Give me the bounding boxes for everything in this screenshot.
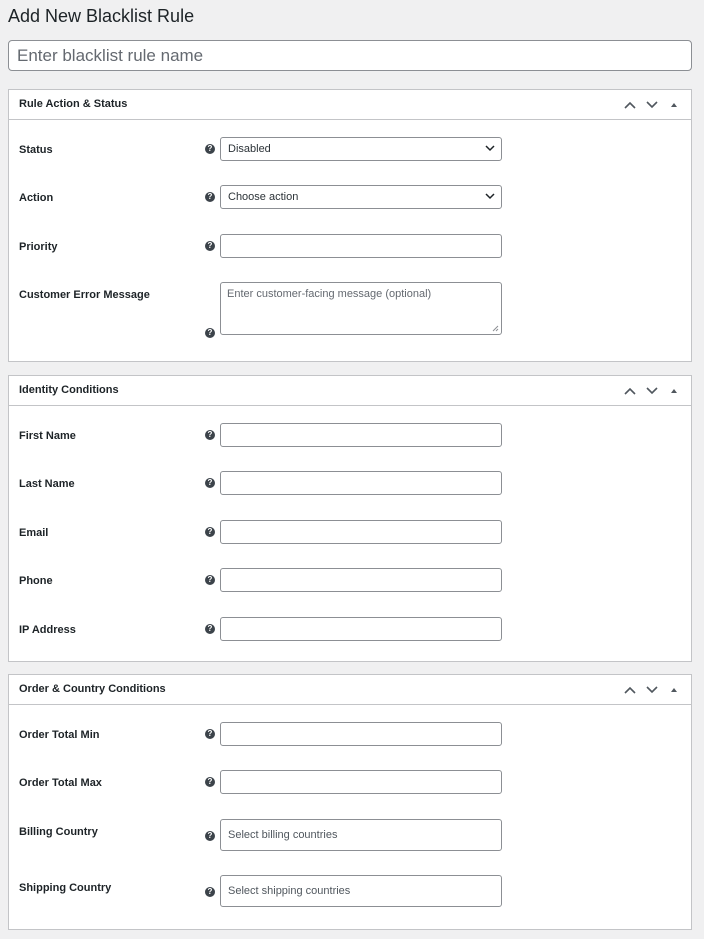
- resize-handle-icon[interactable]: [491, 324, 499, 332]
- help-icon[interactable]: ?: [205, 241, 215, 251]
- status-select[interactable]: [220, 137, 502, 161]
- order-total-max-input[interactable]: [220, 770, 502, 794]
- chevron-down-icon: [485, 193, 495, 200]
- customer-error-message-label: Customer Error Message: [19, 289, 150, 301]
- billing-country-label: Billing Country: [19, 826, 98, 838]
- panel-header: [9, 376, 691, 406]
- chevron-down-icon: [485, 145, 495, 152]
- billing-country-placeholder: Select billing countries: [228, 829, 338, 841]
- shipping-country-select[interactable]: [220, 875, 502, 907]
- customer-error-message-textarea[interactable]: [220, 282, 502, 335]
- chevron-up-icon: [624, 686, 636, 694]
- last-name-input[interactable]: [220, 471, 502, 495]
- move-down-button[interactable]: [641, 679, 663, 701]
- move-up-button[interactable]: [619, 679, 641, 701]
- panel-title: Order & Country Conditions: [19, 683, 166, 695]
- help-icon[interactable]: ?: [205, 430, 215, 440]
- identity-conditions-panel: [8, 375, 692, 662]
- chevron-up-icon: [624, 101, 636, 109]
- action-select[interactable]: [220, 185, 502, 209]
- phone-input[interactable]: [220, 568, 502, 592]
- ip-address-input[interactable]: [220, 617, 502, 641]
- rule-action-panel: [8, 89, 692, 362]
- help-icon[interactable]: ?: [205, 527, 215, 537]
- first-name-input[interactable]: [220, 423, 502, 447]
- panel-header: [9, 675, 691, 705]
- move-down-button[interactable]: [641, 380, 663, 402]
- help-icon[interactable]: ?: [205, 144, 215, 154]
- chevron-down-icon: [646, 387, 658, 395]
- order-total-min-input[interactable]: [220, 722, 502, 746]
- last-name-label: Last Name: [19, 478, 75, 490]
- order-total-min-label: Order Total Min: [19, 729, 100, 741]
- triangle-up-icon: [670, 388, 678, 394]
- help-icon[interactable]: ?: [205, 328, 215, 338]
- help-icon[interactable]: ?: [205, 777, 215, 787]
- priority-label: Priority: [19, 241, 58, 253]
- billing-country-select[interactable]: [220, 819, 502, 851]
- panel-title: Identity Conditions: [19, 384, 119, 396]
- page-title: Add New Blacklist Rule: [8, 6, 195, 26]
- move-up-button[interactable]: [619, 94, 641, 116]
- help-icon[interactable]: ?: [205, 478, 215, 488]
- email-label: Email: [19, 527, 49, 539]
- message-placeholder: Enter customer-facing message (optional): [227, 288, 432, 300]
- first-name-label: First Name: [19, 430, 76, 442]
- order-total-max-label: Order Total Max: [19, 777, 102, 789]
- email-input[interactable]: [220, 520, 502, 544]
- move-down-button[interactable]: [641, 94, 663, 116]
- action-label: Action: [19, 192, 54, 204]
- help-icon[interactable]: ?: [205, 887, 215, 897]
- chevron-up-icon: [624, 387, 636, 395]
- help-icon[interactable]: ?: [205, 624, 215, 634]
- toggle-panel-button[interactable]: [663, 94, 685, 116]
- ip-address-label: IP Address: [19, 624, 76, 636]
- rule-name-input[interactable]: [8, 40, 692, 71]
- help-icon[interactable]: ?: [205, 575, 215, 585]
- phone-label: Phone: [19, 575, 53, 587]
- triangle-up-icon: [670, 102, 678, 108]
- help-icon[interactable]: ?: [205, 729, 215, 739]
- shipping-country-placeholder: Select shipping countries: [228, 885, 351, 897]
- toggle-panel-button[interactable]: [663, 679, 685, 701]
- panel-title: Rule Action & Status: [19, 98, 128, 110]
- status-value: Disabled: [228, 143, 271, 155]
- action-value: Choose action: [228, 191, 299, 203]
- shipping-country-label: Shipping Country: [19, 882, 112, 894]
- panel-handle-actions: [619, 679, 685, 701]
- move-up-button[interactable]: [619, 380, 641, 402]
- help-icon[interactable]: ?: [205, 192, 215, 202]
- toggle-panel-button[interactable]: [663, 380, 685, 402]
- status-label: Status: [19, 144, 53, 156]
- panel-handle-actions: [619, 380, 685, 402]
- panel-handle-actions: [619, 94, 685, 116]
- order-country-conditions-panel: [8, 674, 692, 930]
- chevron-down-icon: [646, 686, 658, 694]
- priority-input[interactable]: [220, 234, 502, 258]
- panel-header: [9, 90, 691, 120]
- chevron-down-icon: [646, 101, 658, 109]
- help-icon[interactable]: ?: [205, 831, 215, 841]
- triangle-up-icon: [670, 687, 678, 693]
